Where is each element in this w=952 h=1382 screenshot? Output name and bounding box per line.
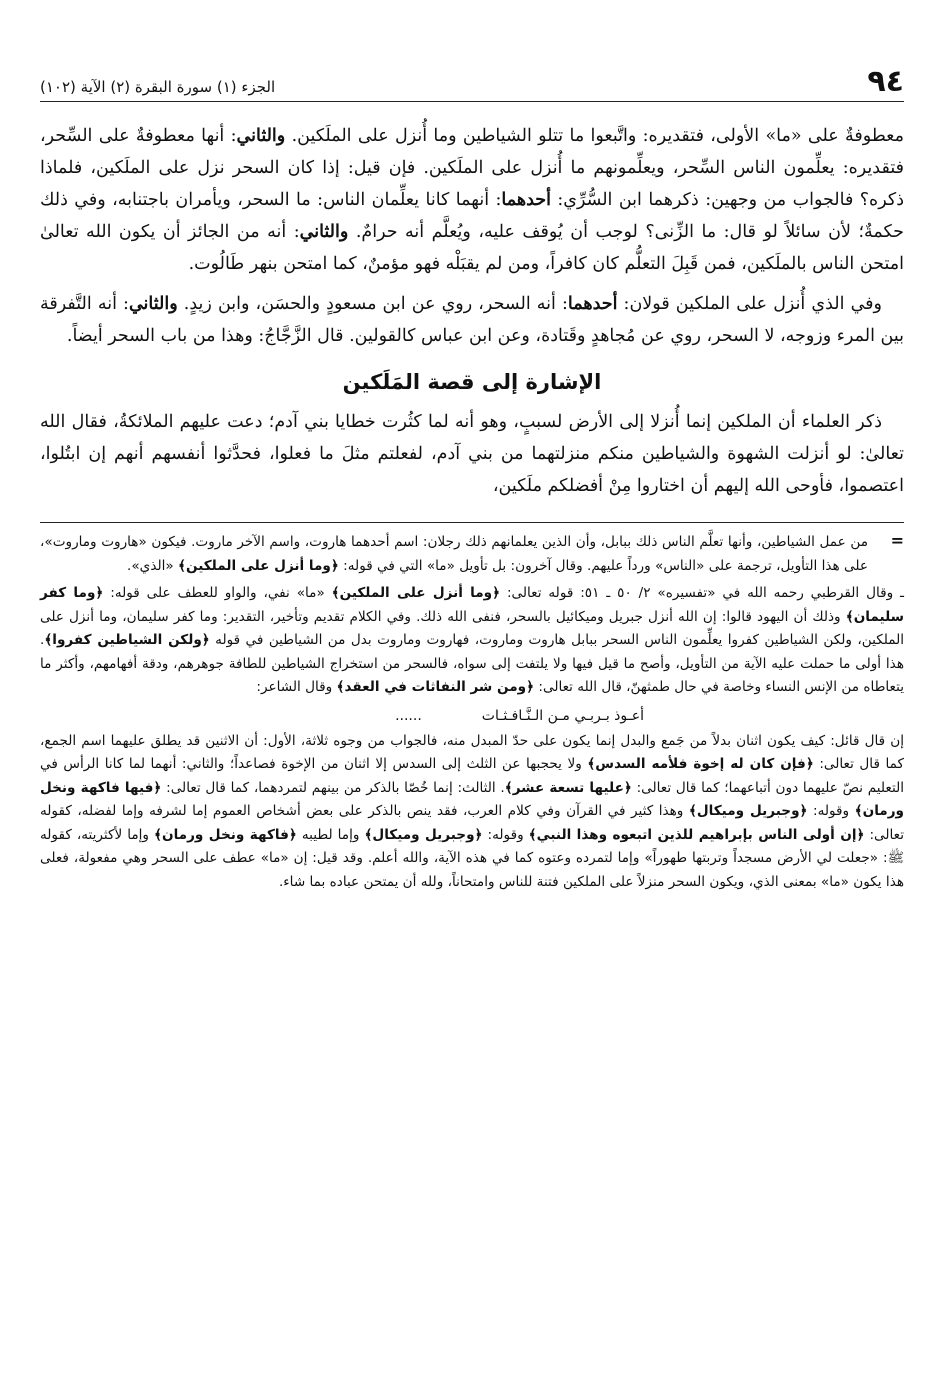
bold-run: أحدهما [567, 294, 618, 314]
quran-quote: ﴿فيها فاكهة ونخل ورمان﴾ [40, 779, 904, 819]
text-run: «الذي». [127, 557, 179, 574]
running-head: الجزء (١) سورة البقرة (٢) الآية (١٠٢) [40, 78, 276, 96]
poem-ellipsis: ...... [395, 707, 422, 724]
quran-quote: ﴿ومن شر النفاثات في العقد﴾ [336, 679, 535, 695]
quran-quote: ﴿وجبريل وميكال﴾ [364, 826, 483, 843]
text-run: وإما لطيبه [296, 826, 365, 843]
section-title: الإشارة إلى قصة المَلَكين [342, 370, 602, 394]
poem-verse [40, 704, 904, 728]
text-run: ـ وقال القرطبي رحمه الله في «تفسيره» ٢/ ٥٠ ـ ٥١: قوله تعالى: [500, 585, 905, 601]
paragraph-3: ذكر العلماء أن الملكين إنما أُنزلا إلى الأرض لسببٍ، وهو أنه لما كثُرت خطايا بني آدم؛ دعت عليهم الملائكةُ، فقال الله تعالىٰ: لو أنزلت الشهوة والشياطين منكم منزلتهما من بني آدم، لفعلتم مثلَ ما فعلوا، فحدَّثوا أنفسهم أنهم إن ابتُلوا، اعتصموا، فأوحى الله إليهم أن اختاروا مِنْ أفضلكم ملَكين، [40, 412, 904, 496]
text-run: : أنه التَّفرقة بين المرء وزوجه، لا السحر، روي عن مُجاهدٍ وقَتادة، وعن ابن عباس كالقولين. قال الزَّجَّاجُ: وهذا من باب السحر أيضاً. [40, 294, 904, 346]
quran-quote: ﴿وما كفر سليمان﴾ [40, 585, 904, 625]
text-run: وقوله: [482, 826, 529, 843]
footnote-continuation-mark: = [890, 531, 904, 550]
quran-quote: ﴿ولكن الشياطين كفروا﴾ [44, 632, 210, 648]
footnote-paragraph-3 [40, 730, 904, 895]
footnote-separator [40, 522, 904, 523]
quran-quote: ﴿وما أنزل على الملكين﴾ [331, 585, 501, 601]
text-run: وذلك أن اليهود قالوا: إن الله أنزل جبريل وميكائيل بالسحر، فنفى الله ذلك. وفي الكلام تقديم وتأخير، التقدير: وما كفر سليمان، وما أنزل على الملكين، ولكن الشياطين كفروا يعلِّمون الناس السحر ببابل هاروت وماروت، فهاروت وماروت بدل من الشياطين في قوله [40, 608, 904, 648]
quran-quote: ﴿عليها تسعة عشر﴾ [504, 779, 632, 796]
text-run: معطوفةٌ على «ما» الأولى، فتقديره: واتَّبعوا ما تتلو الشياطين وما أُنزل على الملَكين. [285, 126, 904, 146]
bold-run: والثاني [128, 294, 178, 314]
text-run: . الثالث: إنما خُصّا بالذكر من بينهم لتمردهما، كما قال تعالى: [161, 779, 505, 796]
paragraph-2 [40, 288, 904, 352]
poem-text: أعـوذ بـربـي مـن الـنَّـافـثـات [481, 707, 644, 724]
text-run: إن قال قائل: كيف يكون اثنان بدلاً من جَمع والبدل إنما يكون على حدّ المبدل منه، فالجواب من وجوه ثلاثة، الأول: أن الاثنين قد يطلق عليهما اسم الجمع، كما قال تعالى: [40, 732, 904, 772]
text-run: ولا يحجبها عن الثلث إلى السدس إلا اثنان من الإخوة فصاعداً؛ والثاني: أنهما لما كانا الرأس في التعليم نصّ عليهما دون أتباعهما؛ كما قال تعالى: [40, 756, 904, 796]
bold-run: أحدهما [501, 190, 551, 210]
text-run: وهذا كثير في القرآن وفي كلام العرب، فقد ينص بالذكر على بعض أشخاص العموم إما لشرفه وإما لفضله، كقوله تعالى: [40, 803, 905, 843]
footnote-paragraph-1 [40, 531, 904, 578]
footnote-paragraph-2 [40, 582, 904, 700]
text-run: : أنه السحر، روي عن ابن مسعودٍ والحسَن، وابن زيدٍ. [177, 294, 568, 314]
quran-quote: ﴿وما أنزل على الملكين﴾ [178, 557, 339, 574]
bold-run: والثاني [236, 126, 286, 146]
text-run: وقوله: [807, 803, 855, 819]
text-run: : أنها معطوفةٌ على السِّحر، فتقديره: يعلِّمون الناس السِّحر، ويعلِّمونهم ما أُنزل على الملَكين. فإن قيل: إذا كان السحر نزل على الملَكين، فلماذا ذكره؟ فالجواب من وجهين: ذكرهما ابن السُّرِّي: [40, 126, 904, 210]
text-run: . هذا أولى ما حملت عليه الآية من التأويل، وأصح ما قيل فيها ولا يلتفت إلى سواه، فالسحر من استخراج الشياطين للطافة جوهرهم، ودقة أفهامهم، وأكثر ما يتعاطاه من الإنس النساء وخاصة في حال طمثهنّ، قال الله تعالى: [40, 632, 904, 695]
text-run: وإما لأكثريته، كقوله ﷺ: «جعلت لي الأرض مسجداً وتربتها طهوراً» وإما لتمرده وعتوه كما في هذه الآية، والله أعلم. وقد قيل: إن «ما» عطف على السحر وهي مفعولة، فعلى هذا يكون «ما» بمعنى الذي، ويكون السحر منزلاً على الملكين فتنة للناس وامتحاناً، ولله أن يمتحن عباده بما شاء. [40, 826, 904, 890]
page-number: ٩٤ [867, 64, 904, 99]
quran-quote: ﴿إن أولى الناس بإبراهيم للذين اتبعوه وهذا النبي﴾ [528, 826, 865, 843]
main-text [40, 120, 904, 502]
page-header [40, 58, 904, 102]
text-run: وقال الشاعر: [256, 679, 337, 695]
quran-quote: ﴿وجبريل وميكال﴾ [688, 803, 808, 819]
paragraph-1 [40, 120, 904, 280]
quran-quote: ﴿فإن كان له إخوة فلأمه السدس﴾ [587, 756, 814, 772]
text-run: «ما» نفي، والواو للعطف على قوله: [103, 585, 332, 601]
footnotes [40, 531, 904, 894]
text-run: : أنه من الجائز أن يكون الله تعالىٰ امتحن الناس بالملَكين، فمن قَبِلَ التعلُّم كان كافراً، ومن لم يقبَلْه فهو مؤمنٌ، كما امتحن بنهر طَالُوت. [40, 222, 904, 274]
bold-run: والثاني [299, 222, 349, 242]
text-run: من عمل الشياطين، وأنها تعلَّم الناس ذلك ببابل، وأن الذين يعلمانهم ذلك رجلان: اسم أحدهما هاروت، واسم الآخر ماروت. فيكون «هاروت وماروت»، على هذا التأويل، ترجمة على «الناس» ورداً عليهم. وقال آخرون: بل تأويل «ما» التي في قوله: [40, 534, 868, 574]
book-page [40, 58, 904, 1358]
text-run: وفي الذي أُنزل على الملكين قولان: [617, 294, 882, 314]
text-run: : أنهما كانا يعلِّمان الناس: ما السحر، ويأمران باجتنابه، وفي ذلك حكمةٌ؛ لأن سائلاً لو قال: ما الزِّنى؟ لوجب أن يُوقف عليه، ويُعلَّم أنه حرامٌ. [40, 190, 905, 242]
quran-quote: ﴿فاكهة ونخل ورمان﴾ [154, 826, 297, 843]
